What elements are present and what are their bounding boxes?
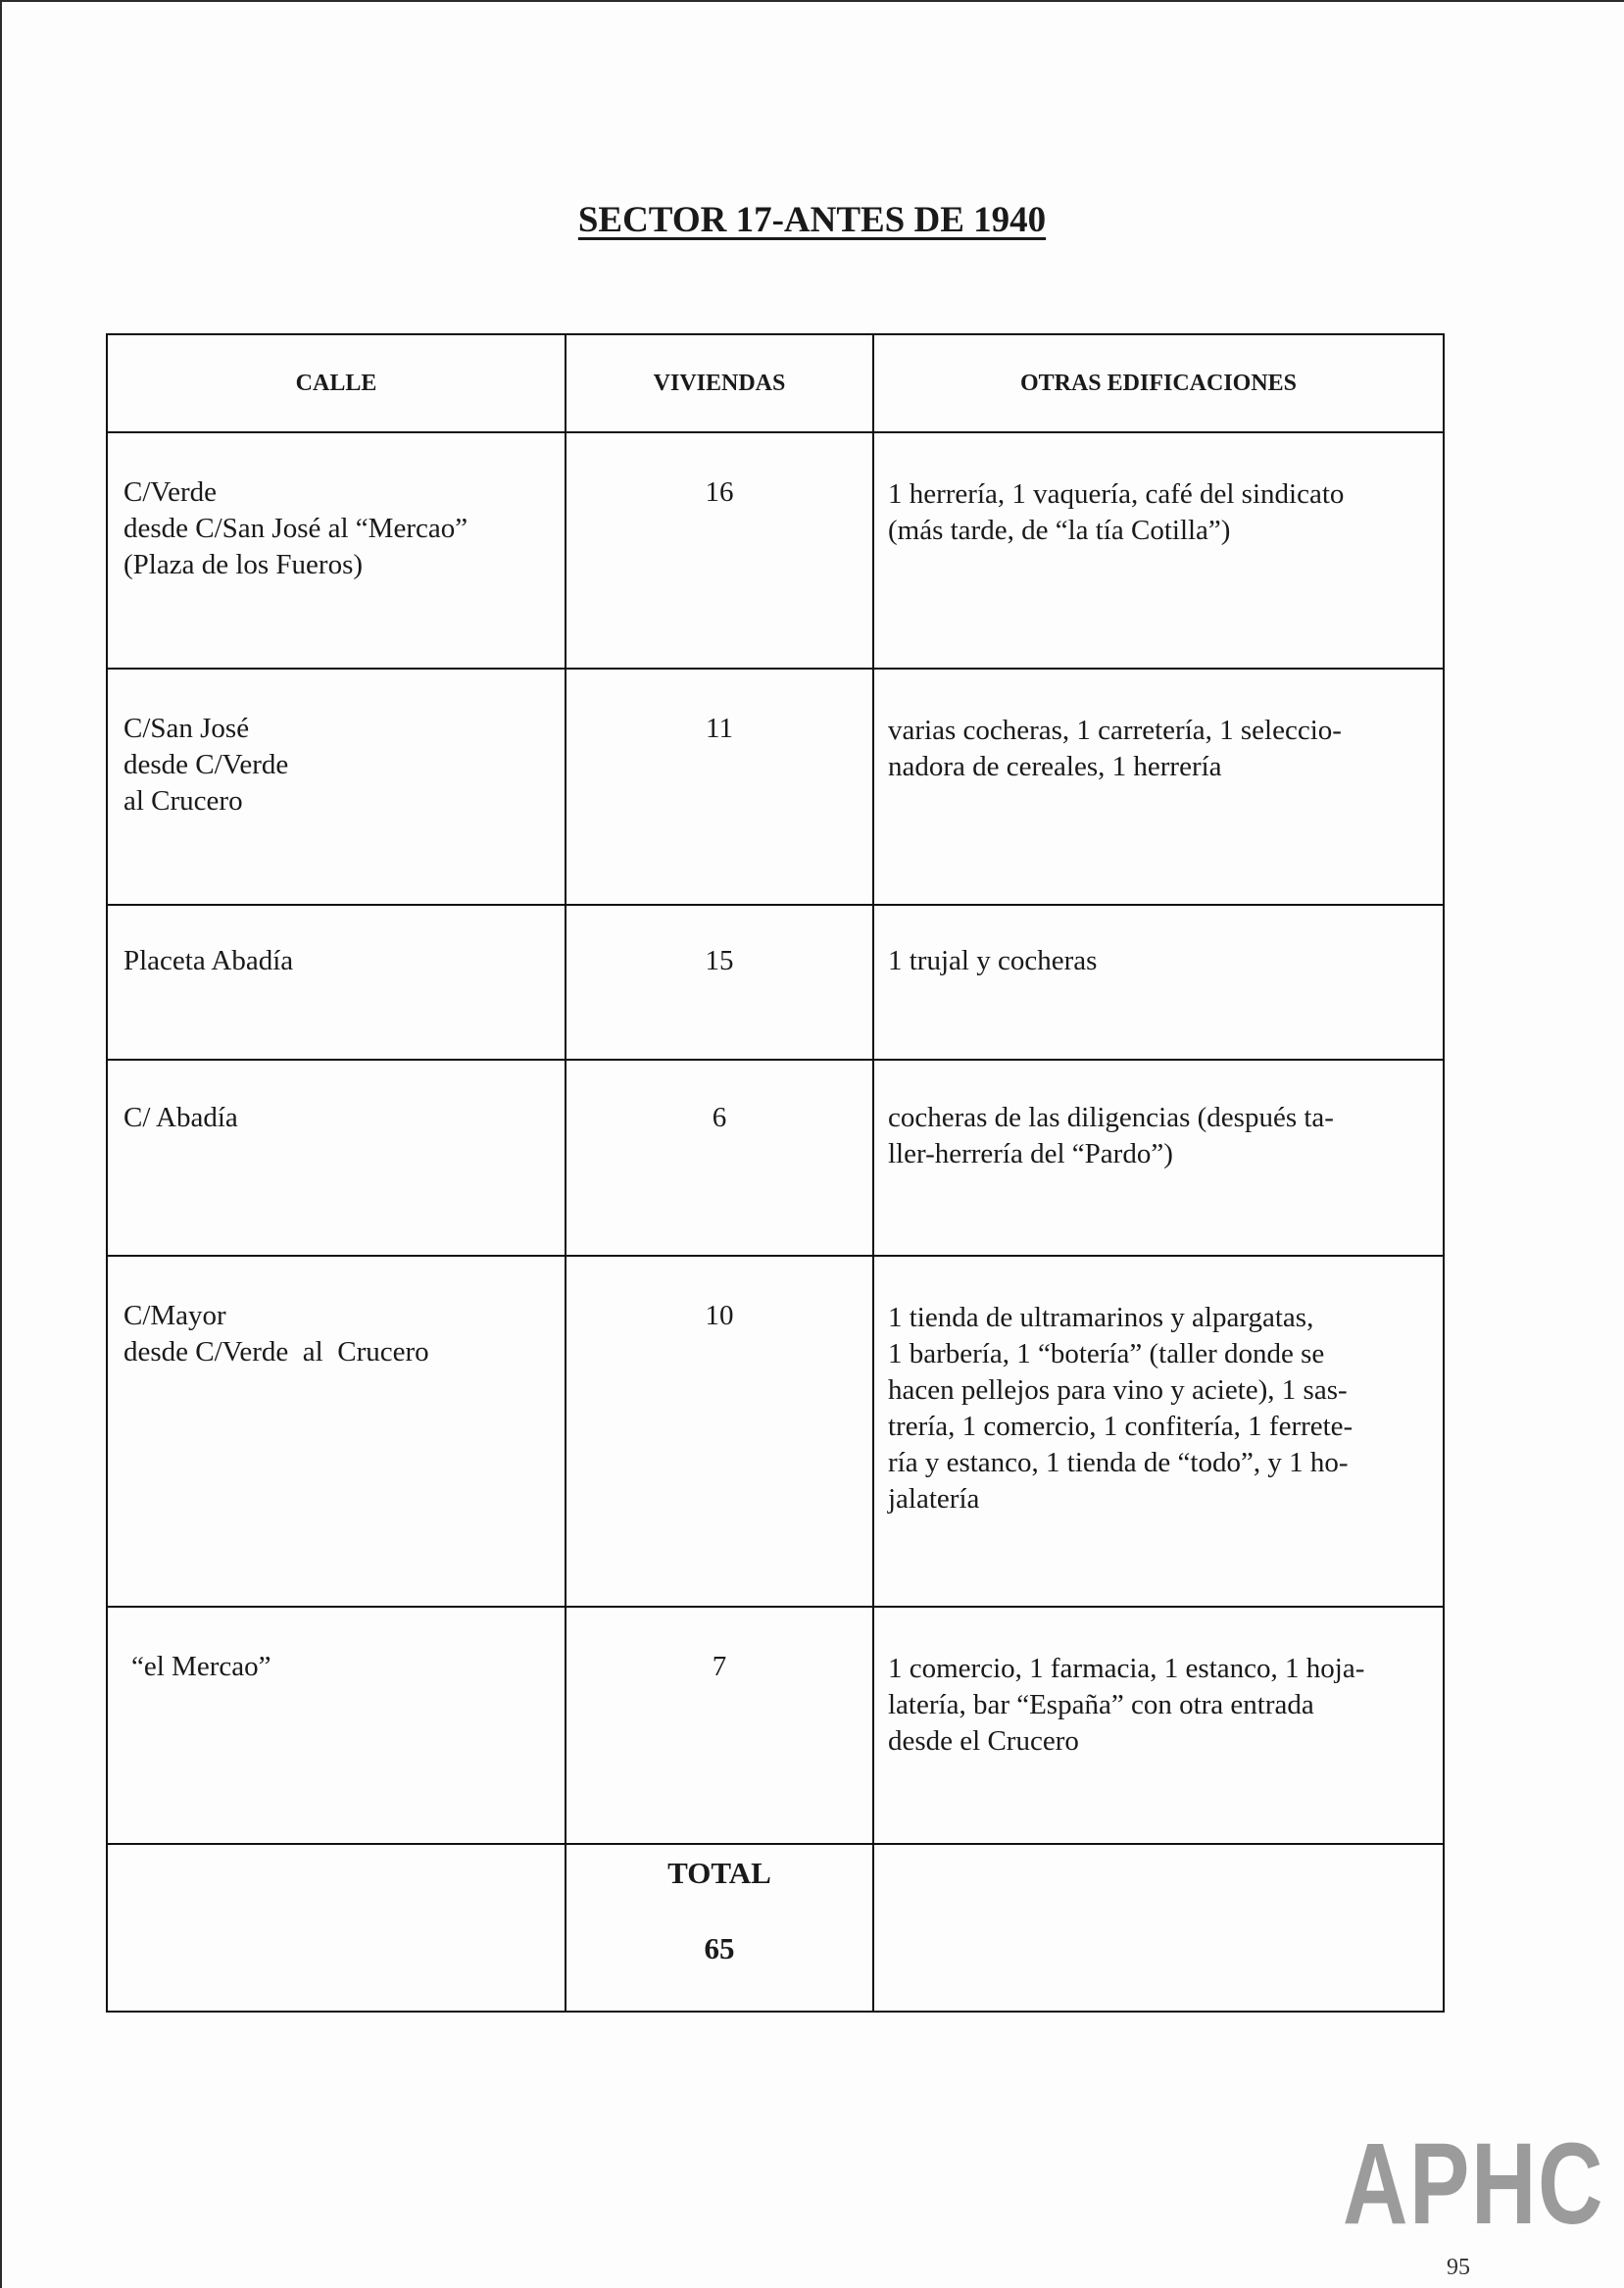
otras-line: latería, bar “España” con otra entrada — [888, 1689, 1314, 1720]
table-row — [107, 1256, 1444, 1607]
table-row — [107, 669, 1444, 905]
otras-line: ller-herrería del “Pardo”) — [888, 1138, 1173, 1169]
table-row — [107, 905, 1444, 1060]
total-value: 65 — [704, 1931, 735, 1965]
calle-line: Placeta Abadía — [123, 945, 294, 976]
otras-line: 1 comercio, 1 farmacia, 1 estanco, 1 hoja- — [888, 1653, 1365, 1684]
header-row — [107, 334, 1444, 432]
calle-line: desde C/Verde al Crucero — [123, 1336, 429, 1368]
otras-line: nadora de cereales, 1 herrería — [888, 751, 1222, 782]
calle-cell — [107, 1607, 566, 1844]
otras-line: trería, 1 comercio, 1 confitería, 1 ferrete- — [888, 1411, 1353, 1442]
otras-line: 1 herrería, 1 vaquería, café del sindicato — [888, 478, 1345, 510]
calle-cell — [107, 1256, 566, 1607]
otras-line: ría y estanco, 1 tienda de “todo”, y 1 ho- — [888, 1447, 1349, 1478]
aphc-logo: APHC — [1343, 2119, 1605, 2249]
empty-cell — [107, 1844, 566, 2012]
otras-cell — [873, 669, 1444, 905]
otras-line: 1 tienda de ultramarinos y alpargatas, — [888, 1302, 1314, 1333]
header-otras-edificaciones: OTRAS EDIFICACIONES — [873, 334, 1444, 432]
otras-cell — [873, 1256, 1444, 1607]
page-title: SECTOR 17-ANTES DE 1940 — [577, 200, 1047, 240]
calle-line: desde C/Verde — [123, 749, 289, 780]
viviendas-cell: 11 — [566, 669, 873, 905]
calle-line: C/Verde — [123, 476, 218, 508]
viviendas-cell: 6 — [566, 1060, 873, 1256]
table-row — [107, 1607, 1444, 1844]
calle-line: desde C/San José al “Mercao” — [123, 513, 468, 544]
header-viviendas: VIVIENDAS — [566, 334, 873, 432]
viviendas-cell: 10 — [566, 1256, 873, 1607]
empty-cell — [873, 1844, 1444, 2012]
otras-line: 1 barbería, 1 “botería” (taller donde se — [888, 1338, 1325, 1369]
total-row — [107, 1844, 1444, 2012]
calle-cell — [107, 669, 566, 905]
otras-cell — [873, 1607, 1444, 1844]
calle-line: “el Mercao” — [131, 1651, 271, 1682]
total-cell — [566, 1844, 873, 2012]
otras-line: hacen pellejos para vino y aciete), 1 sas- — [888, 1374, 1348, 1406]
otras-line: (más tarde, de “la tía Cotilla”) — [888, 515, 1231, 546]
total-label: TOTAL — [667, 1856, 771, 1890]
header-calle: CALLE — [107, 334, 566, 432]
otras-cell — [873, 905, 1444, 1060]
otras-line: varias cocheras, 1 carretería, 1 seleccio- — [888, 715, 1342, 746]
calle-line: C/Mayor — [123, 1300, 226, 1331]
page-number: 95 — [1447, 2255, 1470, 2280]
otras-line: 1 trujal y cocheras — [888, 945, 1098, 976]
viviendas-cell: 16 — [566, 432, 873, 669]
calle-line: al Crucero — [123, 785, 243, 817]
otras-cell — [873, 432, 1444, 669]
calle-line: C/San José — [123, 713, 250, 744]
calle-cell — [107, 432, 566, 669]
viviendas-cell: 15 — [566, 905, 873, 1060]
otras-cell — [873, 1060, 1444, 1256]
otras-line: desde el Crucero — [888, 1725, 1079, 1757]
viviendas-cell: 7 — [566, 1607, 873, 1844]
calle-line: C/ Abadía — [123, 1102, 238, 1133]
table-row — [107, 432, 1444, 669]
otras-line: cocheras de las diligencias (después ta- — [888, 1102, 1334, 1133]
calle-cell — [107, 1060, 566, 1256]
calle-line: (Plaza de los Fueros) — [123, 549, 364, 580]
otras-line: jalatería — [888, 1483, 980, 1515]
table-row — [107, 1060, 1444, 1256]
sector-table — [106, 333, 1445, 2013]
calle-cell — [107, 905, 566, 1060]
